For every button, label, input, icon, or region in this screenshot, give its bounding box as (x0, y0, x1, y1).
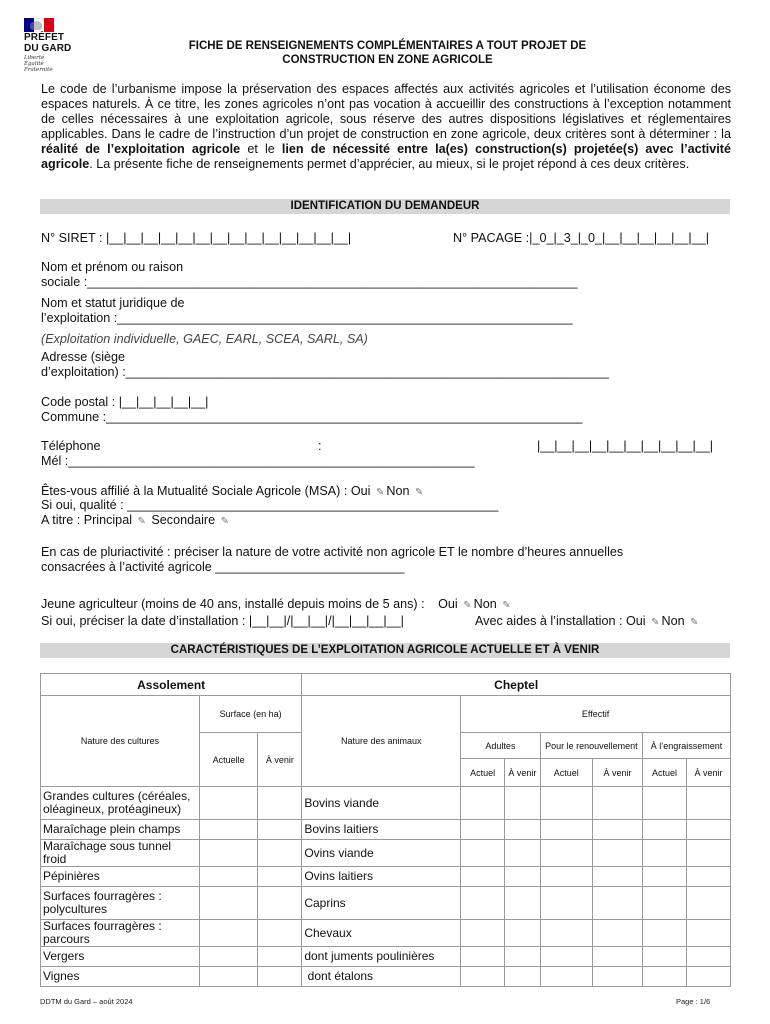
intro-paragraph (41, 82, 731, 172)
animal-name: dont étalons (302, 967, 461, 987)
renouv-actuel-cell[interactable] (540, 820, 592, 840)
surface-avenir-cell[interactable] (258, 947, 302, 967)
renouv-actuel-cell[interactable] (540, 920, 592, 947)
msa-non-label: Non (386, 484, 410, 498)
engr-avenir-cell[interactable] (687, 947, 731, 967)
engr-avenir-cell[interactable] (687, 840, 731, 867)
adultes-avenir-cell[interactable] (505, 840, 541, 867)
republic-motto (24, 55, 53, 73)
engr-actuel-cell[interactable] (643, 820, 687, 840)
titre-row (41, 513, 231, 529)
page-title (150, 39, 625, 67)
jeune-oui-label: Oui (438, 597, 458, 611)
renouvellement-header: Pour le renouvellement (540, 733, 642, 759)
table-row (41, 840, 731, 867)
animal-name: Caprins (302, 887, 461, 920)
adresse-field[interactable]: d’exploitation) :_____________________________________________________________________ (41, 365, 609, 379)
adultes-actuel-cell[interactable] (461, 820, 505, 840)
table-row (41, 947, 731, 967)
aides-non-label: Non (661, 614, 685, 628)
msa-non-checkbox[interactable]: ✎ (414, 487, 424, 498)
assolement-header: Assolement (41, 674, 302, 696)
adultes-header: Adultes (461, 733, 540, 759)
adultes-avenir-cell[interactable] (505, 867, 541, 887)
nom-field[interactable]: sociale :______________________________________________________________________ (41, 275, 578, 289)
engr-avenir-cell[interactable] (687, 887, 731, 920)
aides-question: Avec aides à l’installation : Oui (475, 614, 646, 628)
titre-secondaire-checkbox[interactable]: ✎ (220, 516, 229, 527)
statut-hint: (Exploitation individuelle, GAEC, EARL, SCEA, SARL, SA) (41, 332, 368, 346)
renouv-avenir-cell[interactable] (592, 887, 642, 920)
engraissement-header: À l’engraissement (643, 733, 731, 759)
adultes-actuel-header: Actuel (461, 759, 505, 787)
culture-name: Vignes (41, 967, 200, 987)
adultes-avenir-cell[interactable] (505, 787, 541, 820)
animal-name: Bovins laitiers (302, 820, 461, 840)
table-row (41, 867, 731, 887)
aides-row (475, 614, 700, 630)
surface-actuelle-cell[interactable] (199, 920, 258, 947)
jeune-oui-checkbox[interactable]: ✎ (463, 600, 472, 611)
intro-text1: Le code de l’urbanisme impose la préservation des espaces affectés aux activités agricoles et l’utilisation économe des espaces naturels. À ce titre, les zones agricoles n’ont pas vocation à accueillir des constructions à l’exception notamment de celles nécessaires à une exploitation agricole, sous réserve des autres dispositions législatives et réglementaires applicables. Dans le cadre de l’instruction d’un projet de construction en zone agricole, deux critères sont à déterminer : la (41, 82, 731, 141)
titre-principal-checkbox[interactable]: ✎ (137, 516, 146, 527)
motto-egalite: Égalité (24, 61, 44, 67)
qualite-field[interactable]: Si oui, qualité : _____________________________________________________ (41, 498, 499, 512)
msa-oui-checkbox[interactable]: ✎ (375, 487, 385, 498)
section-caracteristiques: CARACTÉRISTIQUES DE L’EXPLOITATION AGRICOLE ACTUELLE ET À VENIR (40, 643, 730, 658)
prefet-label (24, 33, 71, 54)
renouv-avenir-cell[interactable] (592, 867, 642, 887)
renouv-avenir-header: À venir (592, 759, 642, 787)
surface-actuelle-cell[interactable] (199, 887, 258, 920)
engr-actuel-header: Actuel (643, 759, 687, 787)
surface-actuelle-header: Actuelle (199, 733, 258, 787)
renouv-actuel-cell[interactable] (540, 967, 592, 987)
titre-principal-label: A titre : Principal (41, 513, 132, 527)
title-line2: CONSTRUCTION EN ZONE AGRICOLE (282, 54, 493, 66)
aides-non-checkbox[interactable]: ✎ (690, 617, 699, 628)
cheptel-header: Cheptel (302, 674, 731, 696)
adultes-avenir-cell[interactable] (505, 947, 541, 967)
culture-name: Maraîchage plein champs (41, 820, 200, 840)
nature-animaux-header: Nature des animaux (302, 696, 461, 787)
surface-avenir-cell[interactable] (258, 867, 302, 887)
pluriactivite-label: En cas de pluriactivité : préciser la nature de votre activité non agricole ET le nombre d’heures annuelles (41, 545, 624, 559)
animal-name: Bovins viande (302, 787, 461, 820)
prefet-line1: PRÉFET (24, 32, 65, 43)
animal-name: Ovins viande (302, 840, 461, 867)
culture-name: Maraîchage sous tunnel froid (41, 840, 200, 867)
engr-avenir-cell[interactable] (687, 867, 731, 887)
surface-avenir-cell[interactable] (258, 887, 302, 920)
adultes-actuel-cell[interactable] (461, 920, 505, 947)
animal-name: dont juments poulinières (302, 947, 461, 967)
prefet-line2: DU GARD (24, 42, 72, 54)
engr-actuel-cell[interactable] (643, 947, 687, 967)
adultes-avenir-cell[interactable] (505, 967, 541, 987)
exploitation-table (40, 673, 731, 987)
engr-actuel-cell[interactable] (643, 840, 687, 867)
engr-avenir-cell[interactable] (687, 820, 731, 840)
surface-avenir-cell[interactable] (258, 967, 302, 987)
renouv-avenir-cell[interactable] (592, 920, 642, 947)
renouv-actuel-cell[interactable] (540, 867, 592, 887)
renouv-avenir-cell[interactable] (592, 947, 642, 967)
titre-secondaire-label: Secondaire (151, 513, 216, 527)
intro-bold1: réalité de l’exploitation agricole (41, 142, 241, 156)
surface-avenir-cell[interactable] (258, 820, 302, 840)
renouv-actuel-cell[interactable] (540, 840, 592, 867)
nature-cultures-header: Nature des cultures (41, 696, 200, 787)
commune-field[interactable]: Commune :____________________________________________________________________ (41, 410, 583, 424)
intro-text3: . La présente fiche de renseignements permet d’apprécier, au mieux, si le projet répond à ces deux critères. (89, 157, 690, 171)
engr-actuel-cell[interactable] (643, 887, 687, 920)
jeune-question: Jeune agriculteur (moins de 40 ans, installé depuis moins de 5 ans) : (41, 597, 425, 611)
table-row (41, 887, 731, 920)
msa-question: Êtes-vous affilié à la Mutualité Sociale Agricole (MSA) : Oui (41, 484, 371, 498)
pluriactivite-field[interactable]: consacrées à l’activité agricole ___________________________ (41, 560, 405, 574)
adultes-actuel-cell[interactable] (461, 867, 505, 887)
table-row (41, 920, 731, 947)
footer-left: DDTM du Gard – août 2024 (40, 997, 133, 1006)
culture-name: Grandes cultures (céréales, oléagineux, protéagineux) (41, 787, 200, 820)
surface-actuelle-cell[interactable] (199, 867, 258, 887)
adultes-actuel-cell[interactable] (461, 967, 505, 987)
engr-actuel-cell[interactable] (643, 920, 687, 947)
siret-field[interactable]: N° SIRET : |__|__|__|__|__|__|__|__|__|__|__|__|__|__| (41, 231, 352, 245)
adultes-avenir-cell[interactable] (505, 920, 541, 947)
statut-field[interactable]: l’exploitation :_________________________________________________________________ (41, 311, 573, 325)
renouv-avenir-cell[interactable] (592, 820, 642, 840)
surface-actuelle-cell[interactable] (199, 967, 258, 987)
renouv-avenir-cell[interactable] (592, 840, 642, 867)
adultes-avenir-cell[interactable] (505, 820, 541, 840)
engr-avenir-cell[interactable] (687, 967, 731, 987)
renouv-actuel-cell[interactable] (540, 947, 592, 967)
marianne-logo (24, 18, 54, 32)
jeune-non-checkbox[interactable]: ✎ (502, 600, 511, 611)
effectif-header: Effectif (461, 696, 731, 733)
surface-avenir-cell[interactable] (258, 840, 302, 867)
surface-actuelle-cell[interactable] (199, 820, 258, 840)
adultes-avenir-header: À venir (505, 759, 541, 787)
intro-text2: et le (240, 142, 282, 156)
date-installation-field[interactable]: Si oui, préciser la date d’installation : |__|__|/|__|__|/|__|__|__|__| (41, 614, 404, 628)
animal-name: Ovins laitiers (302, 867, 461, 887)
aides-oui-checkbox[interactable]: ✎ (651, 617, 660, 628)
culture-name: Vergers (41, 947, 200, 967)
surface-avenir-header: À venir (258, 733, 302, 787)
engr-actuel-cell[interactable] (643, 967, 687, 987)
surface-header: Surface (en ha) (199, 696, 301, 733)
code-postal-field[interactable]: Code postal : |__|__|__|__|__| (41, 395, 209, 409)
surface-actuelle-cell[interactable] (199, 787, 258, 820)
renouv-actuel-header: Actuel (540, 759, 592, 787)
jeune-agriculteur-row (41, 597, 513, 613)
engr-actuel-cell[interactable] (643, 787, 687, 820)
table-row (41, 820, 731, 840)
intro-bold2: lien de nécessité entre la(es) construction(s) projetée(s) avec l’activité agricole (41, 142, 731, 171)
culture-name: Surfaces fourragères : polycultures (41, 887, 200, 920)
nom-label: Nom et prénom ou raison (41, 260, 184, 274)
mel-field[interactable]: Mél :__________________________________________________________ (41, 454, 475, 468)
culture-name: Surfaces fourragères : parcours (41, 920, 200, 947)
table-row (41, 787, 731, 820)
renouv-avenir-cell[interactable] (592, 967, 642, 987)
telephone-colon: : (318, 439, 322, 453)
adultes-actuel-cell[interactable] (461, 947, 505, 967)
telephone-label: Téléphone (41, 439, 101, 453)
statut-label: Nom et statut juridique de (41, 296, 185, 310)
culture-name: Pépinières (41, 867, 200, 887)
jeune-non-label: Non (473, 597, 497, 611)
adresse-label: Adresse (siège (41, 350, 125, 364)
adultes-actuel-cell[interactable] (461, 840, 505, 867)
adultes-actuel-cell[interactable] (461, 787, 505, 820)
telephone-field[interactable]: |__|__|__|__|__|__|__|__|__|__| (537, 439, 714, 453)
renouv-actuel-cell[interactable] (540, 787, 592, 820)
engr-avenir-cell[interactable] (687, 787, 731, 820)
engr-actuel-cell[interactable] (643, 867, 687, 887)
surface-actuelle-cell[interactable] (199, 840, 258, 867)
title-line1: FICHE DE RENSEIGNEMENTS COMPLÉMENTAIRES A TOUT PROJET DE (188, 40, 587, 52)
table-row (41, 967, 731, 987)
surface-avenir-cell[interactable] (258, 920, 302, 947)
adultes-actuel-cell[interactable] (461, 887, 505, 920)
motto-liberte: Liberté (24, 55, 45, 61)
engr-avenir-header: À venir (687, 759, 731, 787)
animal-name: Chevaux (302, 920, 461, 947)
surface-avenir-cell[interactable] (258, 787, 302, 820)
renouv-avenir-cell[interactable] (592, 787, 642, 820)
engr-avenir-cell[interactable] (687, 920, 731, 947)
surface-actuelle-cell[interactable] (199, 947, 258, 967)
adultes-avenir-cell[interactable] (505, 887, 541, 920)
motto-fraternite: Fraternité (24, 67, 53, 73)
pacage-field[interactable]: N° PACAGE :|_0_|_3_|_0_|__|__|__|__|__|__| (453, 231, 709, 245)
section-identification: IDENTIFICATION DU DEMANDEUR (40, 199, 730, 214)
footer-page: Page : 1/6 (676, 997, 711, 1006)
renouv-actuel-cell[interactable] (540, 887, 592, 920)
